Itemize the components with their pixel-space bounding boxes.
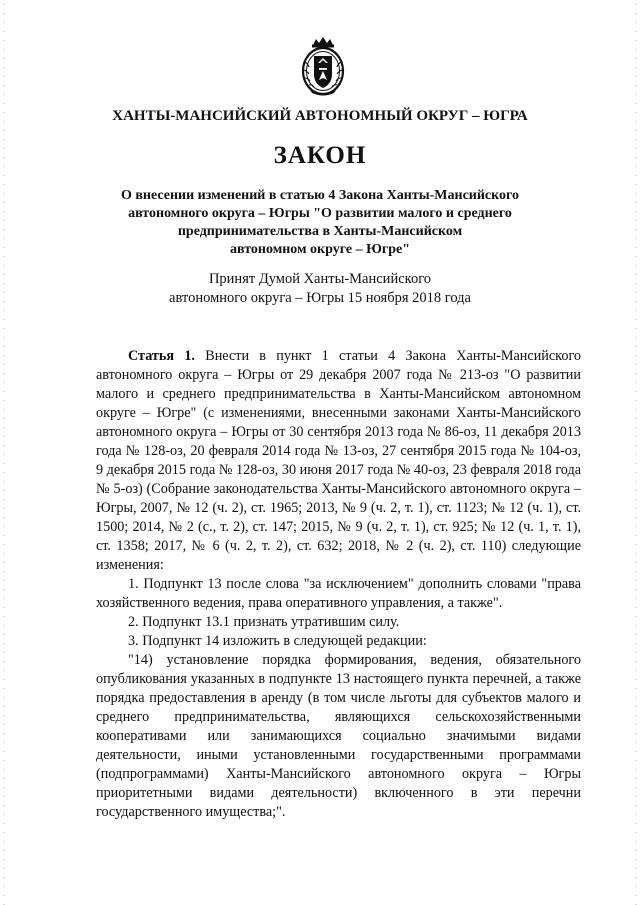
amendment-item-2: 2. Подпункт 13.1 признать утратившим силу. [128, 614, 400, 630]
law-title [100, 187, 540, 259]
article-label: Статья 1. [128, 348, 195, 364]
law-title-line: О внесении изменений в статью 4 Закона Ханты-Мансийского [120, 188, 520, 203]
article-1 [96, 347, 581, 575]
amendment-item-1: 1. Подпункт 13 после слова "за исключением" дополнить словами "права хозяйственного ведения, права оперативного управления, а также". [96, 576, 581, 611]
law-title-line: автономного округа – Югры "О развитии малого и среднего [128, 206, 512, 221]
scan-edge-left [3, 0, 5, 905]
adoption-note-line: Принят Думой Ханты-Мансийского [208, 271, 432, 287]
amendment-item-3: 3. Подпункт 14 изложить в следующей редакции: [128, 633, 427, 649]
adoption-note-line: автономного округа – Югры 15 ноября 2018 года [169, 290, 471, 306]
law-body [96, 347, 581, 822]
region-name: ХАНТЫ-МАНСИЙСКИЙ АВТОНОМНЫЙ ОКРУГ – ЮГРА [112, 108, 528, 124]
article-text: Внести в пункт 1 статьи 4 Закона Ханты-Мансийского автономного округа – Югры от 29 декабря 2007 года № 213-оз "О развитии малого и среднего предпринимательства в Ханты-Мансийском автономном округе – Югре" (с изменениями, внесенными законами Ханты-Мансийского автономного округа – Югры от 30 сентября 2013 года № 86-оз, 11 декабря 2013 года № 128-оз, 20 февраля 2014 года № 13-оз, 27 сентября 2015 года № 104-оз, 9 декабря 2015 года № 128-оз, 30 июня 2017 года № 40-оз, 23 февраля 2018 года № 5-оз) (Собрание законодательства Ханты-Мансийского автономного округа – Югры, 2007, № 12 (ч. 2), ст. 1965; 2013, № 9 (ч. 2, т. 1), ст. 1123; № 12 (ч. 1), ст. 1500; 2014, № 2 (с., т. 2), ст. 147; 2015, № 9 (ч. 2, т. 1), ст. 925; № 12 (ч. 1, т. 1), ст. 1358; 2017, № 6 (ч. 2, т. 2), ст. 632; 2018, № 2 (ч. 2), ст. 110) следующие изменения: [96, 348, 581, 573]
law-title-line: автономном округе – Югре" [229, 242, 411, 257]
adoption-note [100, 270, 540, 308]
document-type: ЗАКОН [273, 142, 367, 169]
amendment-item-14-text: "14) установление порядка формирования, ведения, обязательного опубликования указанных в подпункте 13 настоящего пункта перечней, а также порядка предоставления в аренду (в том числе льготы для субъектов малого и среднего предпринимательства, являющихся сельскохозяйственными кооперативами или занимающихся социально значимыми видами деятельности, иными установленными государственными программами (подпрограммами) Ханты-Мансийского автономного округа – Югры приоритетными видами деятельности) включенного в эти перечни государственного имущества;". [96, 652, 581, 820]
scan-edge-right [635, 0, 637, 905]
law-title-line: предпринимательства в Ханты-Мансийском [177, 224, 463, 239]
coat-of-arms-emblem-icon [301, 36, 345, 96]
